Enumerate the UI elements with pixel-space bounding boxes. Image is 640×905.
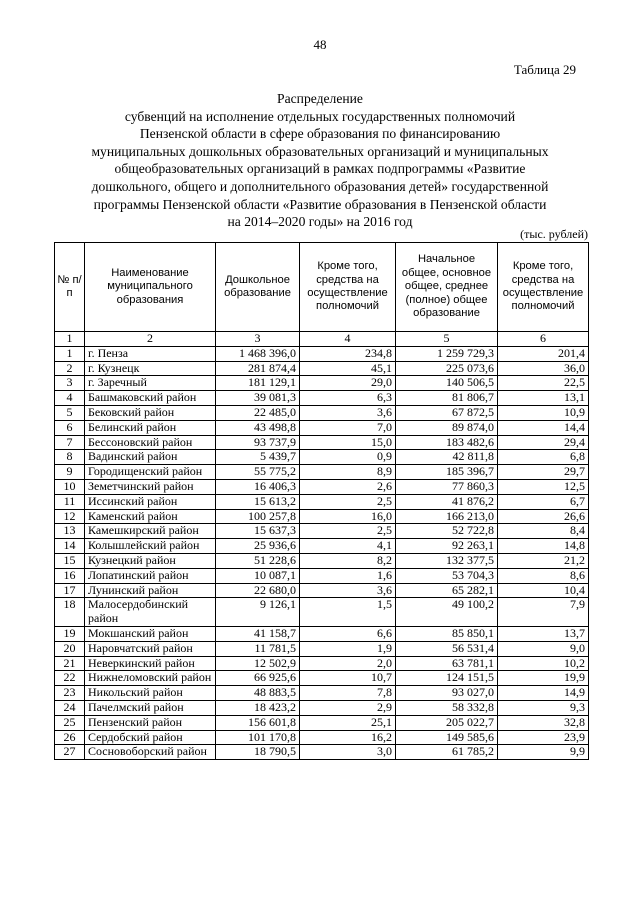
table-row [55,524,589,539]
general-extra-value: 9,0 [498,641,589,656]
municipality-name: Башмаковский район [85,391,216,406]
general-education-value: 205 022,7 [396,715,498,730]
preschool-extra-value: 2,5 [300,494,396,509]
general-extra-value: 9,3 [498,700,589,715]
preschool-extra-value: 2,5 [300,524,396,539]
preschool-value: 66 925,6 [216,671,300,686]
general-education-value: 85 850,1 [396,626,498,641]
general-education-value: 65 282,1 [396,583,498,598]
table-row [55,568,589,583]
subventions-table [54,242,589,760]
general-extra-value: 8,6 [498,568,589,583]
preschool-value: 101 170,8 [216,730,300,745]
preschool-value: 12 502,9 [216,656,300,671]
table-row [55,465,589,480]
table-row [55,376,589,391]
general-extra-value: 14,8 [498,539,589,554]
general-education-value: 166 213,0 [396,509,498,524]
column-number: 2 [85,332,216,347]
general-education-value: 81 806,7 [396,391,498,406]
general-extra-value: 10,9 [498,405,589,420]
preschool-value: 156 601,8 [216,715,300,730]
table-row [55,553,589,568]
municipality-name: Малосердобинский район [85,598,216,627]
municipality-name: г. Пенза [85,346,216,361]
preschool-value: 22 680,0 [216,583,300,598]
preschool-extra-value: 4,1 [300,539,396,554]
table-row [55,700,589,715]
table-row [55,686,589,701]
row-number: 26 [55,730,85,745]
preschool-value: 55 775,2 [216,465,300,480]
heading-line: общеобразовательных организаций в рамках подпрограммы «Развитие [114,161,526,177]
row-number: 19 [55,626,85,641]
municipality-name: Пачелмский район [85,700,216,715]
table-row [55,583,589,598]
preschool-extra-value: 16,0 [300,509,396,524]
preschool-extra-value: 10,7 [300,671,396,686]
general-extra-value: 13,1 [498,391,589,406]
row-number: 14 [55,539,85,554]
general-extra-value: 14,9 [498,686,589,701]
preschool-value: 181 129,1 [216,376,300,391]
row-number: 1 [55,346,85,361]
table-row [55,656,589,671]
row-number: 21 [55,656,85,671]
general-extra-value: 19,9 [498,671,589,686]
general-extra-value: 21,2 [498,553,589,568]
preschool-extra-value: 1,9 [300,641,396,656]
row-number: 17 [55,583,85,598]
table-row [55,730,589,745]
general-education-value: 92 263,1 [396,539,498,554]
general-education-value: 58 332,8 [396,700,498,715]
general-education-value: 61 785,2 [396,745,498,760]
general-extra-value: 12,5 [498,479,589,494]
general-education-value: 93 027,0 [396,686,498,701]
preschool-extra-value: 8,9 [300,465,396,480]
preschool-extra-value: 234,8 [300,346,396,361]
general-education-value: 185 396,7 [396,465,498,480]
municipality-name: Городищенский район [85,465,216,480]
preschool-extra-value: 2,0 [300,656,396,671]
preschool-value: 18 790,5 [216,745,300,760]
table-body [55,346,589,759]
municipality-name: г. Кузнецк [85,361,216,376]
preschool-value: 39 081,3 [216,391,300,406]
preschool-value: 48 883,5 [216,686,300,701]
preschool-value: 100 257,8 [216,509,300,524]
row-number: 18 [55,598,85,627]
row-number: 2 [55,361,85,376]
table-row [55,494,589,509]
general-extra-value: 23,9 [498,730,589,745]
general-education-value: 77 860,3 [396,479,498,494]
units-label: (тыс. рублей) [520,227,588,241]
table-row [55,361,589,376]
general-education-value: 89 874,0 [396,420,498,435]
general-extra-value: 13,7 [498,626,589,641]
municipality-name: Лопатинский район [85,568,216,583]
document-heading [54,90,586,231]
general-education-value: 149 585,6 [396,730,498,745]
general-extra-value: 9,9 [498,745,589,760]
preschool-extra-value: 3,0 [300,745,396,760]
row-number: 16 [55,568,85,583]
table-row [55,346,589,361]
general-extra-value: 36,0 [498,361,589,376]
table-row [55,626,589,641]
general-education-value: 67 872,5 [396,405,498,420]
preschool-extra-value: 15,0 [300,435,396,450]
municipality-name: Вадинский район [85,450,216,465]
preschool-value: 15 637,3 [216,524,300,539]
heading-line: на 2014–2020 годы» на 2016 год [227,214,413,230]
row-number: 4 [55,391,85,406]
general-education-value: 124 151,5 [396,671,498,686]
heading-line: муниципальных дошкольных образовательных организаций и муниципальных [91,143,549,159]
general-extra-value: 8,4 [498,524,589,539]
municipality-name: Земетчинский район [85,479,216,494]
preschool-value: 281 874,4 [216,361,300,376]
municipality-name: Камешкирский район [85,524,216,539]
table-header-row [55,243,589,332]
page-number: 48 [313,37,327,52]
preschool-extra-value: 8,2 [300,553,396,568]
column-number: 6 [498,332,589,347]
heading-line: дошкольного, общего и дополнительного образования детей» государственной [91,178,549,194]
municipality-name: Никольский район [85,686,216,701]
preschool-value: 22 485,0 [216,405,300,420]
municipality-name: Бековский район [85,405,216,420]
preschool-value: 10 087,1 [216,568,300,583]
preschool-extra-value: 3,6 [300,405,396,420]
municipality-name: Белинский район [85,420,216,435]
row-number: 22 [55,671,85,686]
row-number: 15 [55,553,85,568]
table-row [55,450,589,465]
heading-line: субвенций на исполнение отдельных государственных полномочий [124,108,516,124]
row-number: 3 [55,376,85,391]
header-preschool-extra: Кроме того, средства на осуществление полномочий [300,243,396,332]
municipality-name: Наровчатский район [85,641,216,656]
row-number: 20 [55,641,85,656]
municipality-name: Нижнеломовский район [85,671,216,686]
general-extra-value: 6,8 [498,450,589,465]
row-number: 12 [55,509,85,524]
heading-line: программы Пензенской области «Развитие образования в Пензенской области [93,196,547,212]
header-preschool: Дошкольное образование [216,243,300,332]
table-row [55,539,589,554]
municipality-name: Мокшанский район [85,626,216,641]
table-row [55,598,589,627]
preschool-extra-value: 6,6 [300,626,396,641]
general-extra-value: 10,2 [498,656,589,671]
column-numbers-row [55,332,589,347]
column-number: 3 [216,332,300,347]
table-row [55,509,589,524]
general-extra-value: 6,7 [498,494,589,509]
preschool-value: 25 936,6 [216,539,300,554]
table-row [55,405,589,420]
municipality-name: Бессоновский район [85,435,216,450]
row-number: 9 [55,465,85,480]
table-row [55,391,589,406]
preschool-value: 11 781,5 [216,641,300,656]
table-row [55,641,589,656]
preschool-extra-value: 2,6 [300,479,396,494]
row-number: 24 [55,700,85,715]
general-extra-value: 26,6 [498,509,589,524]
general-education-value: 52 722,8 [396,524,498,539]
municipality-name: Кузнецкий район [85,553,216,568]
general-extra-value: 7,9 [498,598,589,627]
general-education-value: 132 377,5 [396,553,498,568]
general-education-value: 183 482,6 [396,435,498,450]
general-education-value: 49 100,2 [396,598,498,627]
preschool-extra-value: 1,6 [300,568,396,583]
general-extra-value: 32,8 [498,715,589,730]
preschool-extra-value: 29,0 [300,376,396,391]
preschool-extra-value: 1,5 [300,598,396,627]
general-extra-value: 29,4 [498,435,589,450]
preschool-extra-value: 2,9 [300,700,396,715]
table-row [55,420,589,435]
preschool-extra-value: 25,1 [300,715,396,730]
preschool-extra-value: 45,1 [300,361,396,376]
municipality-name: Неверкинский район [85,656,216,671]
general-education-value: 56 531,4 [396,641,498,656]
row-number: 13 [55,524,85,539]
general-extra-value: 10,4 [498,583,589,598]
general-extra-value: 29,7 [498,465,589,480]
preschool-extra-value: 7,8 [300,686,396,701]
table-row [55,479,589,494]
table-row [55,745,589,760]
preschool-extra-value: 6,3 [300,391,396,406]
municipality-name: Пензенский район [85,715,216,730]
general-education-value: 1 259 729,3 [396,346,498,361]
heading-line: Распределение [277,91,363,106]
table-row [55,671,589,686]
general-education-value: 53 704,3 [396,568,498,583]
row-number: 5 [55,405,85,420]
preschool-extra-value: 16,2 [300,730,396,745]
general-extra-value: 201,4 [498,346,589,361]
table-row [55,715,589,730]
row-number: 8 [55,450,85,465]
preschool-extra-value: 3,6 [300,583,396,598]
row-number: 10 [55,479,85,494]
header-number: № п/п [55,243,85,332]
preschool-value: 15 613,2 [216,494,300,509]
preschool-value: 1 468 396,0 [216,346,300,361]
heading-line: Пензенской области в сфере образования по финансированию [139,126,501,142]
row-number: 23 [55,686,85,701]
general-education-value: 42 811,8 [396,450,498,465]
preschool-value: 5 439,7 [216,450,300,465]
general-education-value: 140 506,5 [396,376,498,391]
preschool-value: 93 737,9 [216,435,300,450]
preschool-value: 18 423,2 [216,700,300,715]
preschool-extra-value: 7,0 [300,420,396,435]
table-label: Таблица 29 [513,62,576,77]
column-number: 4 [300,332,396,347]
preschool-value: 51 228,6 [216,553,300,568]
municipality-name: Колышлейский район [85,539,216,554]
column-number: 5 [396,332,498,347]
row-number: 11 [55,494,85,509]
preschool-value: 43 498,8 [216,420,300,435]
municipality-name: Сосновоборский район [85,745,216,760]
general-education-value: 41 876,2 [396,494,498,509]
row-number: 27 [55,745,85,760]
preschool-value: 16 406,3 [216,479,300,494]
header-general-extra: Кроме того, средства на осуществление полномочий [498,243,589,332]
header-general-education: Начальное общее, основное общее, среднее (полное) общее образование [396,243,498,332]
municipality-name: Иссинский район [85,494,216,509]
table-row [55,435,589,450]
row-number: 25 [55,715,85,730]
row-number: 7 [55,435,85,450]
general-education-value: 225 073,6 [396,361,498,376]
municipality-name: Сердобский район [85,730,216,745]
preschool-value: 9 126,1 [216,598,300,627]
header-municipality: Наименование муниципального образования [85,243,216,332]
general-education-value: 63 781,1 [396,656,498,671]
row-number: 6 [55,420,85,435]
general-extra-value: 22,5 [498,376,589,391]
general-extra-value: 14,4 [498,420,589,435]
municipality-name: Лунинский район [85,583,216,598]
municipality-name: г. Заречный [85,376,216,391]
preschool-extra-value: 0,9 [300,450,396,465]
municipality-name: Каменский район [85,509,216,524]
preschool-value: 41 158,7 [216,626,300,641]
column-number: 1 [55,332,85,347]
